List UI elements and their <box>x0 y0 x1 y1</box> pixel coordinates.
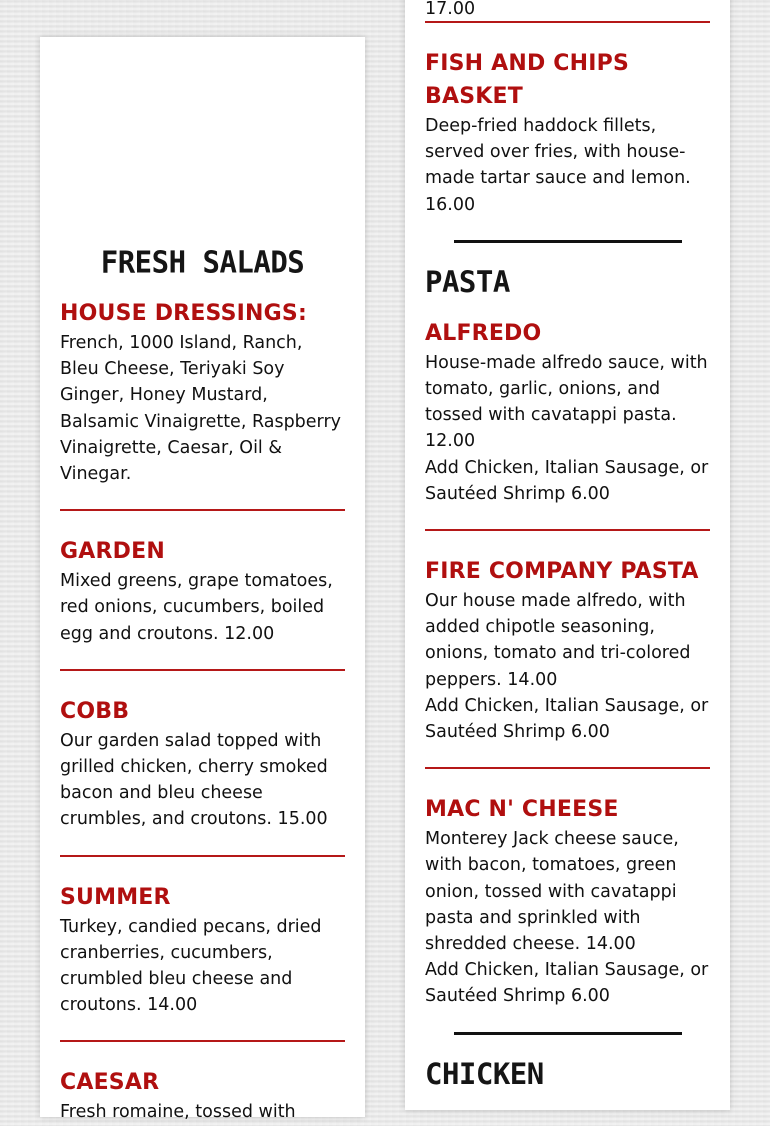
item-description: Our house made alfredo, with added chipotle seasoning, onions, tomato and tri-colored peppers. 14.00 <box>425 591 691 690</box>
entrees-section <box>425 0 710 1109</box>
section-title-pasta: PASTA <box>425 264 510 299</box>
divider <box>60 1040 345 1042</box>
menu-item-fire-company-pasta <box>425 555 710 745</box>
item-name: HOUSE DRESSINGS: <box>60 301 307 326</box>
divider <box>425 767 710 769</box>
item-description: Turkey, candied pecans, dried cranberries, cucumbers, crumbled bleu cheese and croutons. 14.00 <box>60 916 322 1016</box>
item-description: Mixed greens, grape tomatoes, red onions, cucumbers, boiled egg and croutons. 12.00 <box>60 571 333 644</box>
section-title-salads: FRESH SALADS <box>100 244 305 280</box>
item-name: GARDEN <box>60 539 165 565</box>
section-divider <box>454 1032 682 1035</box>
item-addon: Add Chicken, Italian Sausage, or Sautéed Shrimp 6.00 <box>425 457 709 504</box>
menu-item-garden <box>60 535 345 647</box>
menu-item-summer <box>60 881 345 1019</box>
menu-item-house-dressings <box>60 297 345 487</box>
divider <box>60 669 345 671</box>
divider <box>60 855 345 857</box>
menu-item-fish-and-chips <box>425 47 710 218</box>
menu-item-caesar <box>60 1066 345 1125</box>
item-description: French, 1000 Island, Ranch, Bleu Cheese, Teriyaki Soy Ginger, Honey Mustard, Balsamic Vinaigrette, Raspberry Vinaigrette, Caesar, Oil & Vinegar. <box>60 333 341 485</box>
item-name: COBB <box>60 698 130 724</box>
section-title-chicken: CHICKEN <box>425 1056 544 1091</box>
item-description: Our garden salad topped with grilled chicken, cherry smoked bacon and bleu cheese crumbles, and croutons. 15.00 <box>60 730 328 830</box>
item-addon: Add Chicken, Italian Sausage, or Sautéed Shrimp 6.00 <box>425 960 709 1007</box>
item-name: FISH AND CHIPS BASKET <box>425 51 630 109</box>
menu-item-mac-n-cheese <box>425 793 710 1009</box>
item-price-cut-off: 17.00 <box>425 0 476 19</box>
menu-item-alfredo <box>425 317 710 507</box>
item-name: SUMMER <box>60 884 171 910</box>
item-name: FIRE COMPANY PASTA <box>425 559 699 585</box>
salads-menu-panel <box>40 37 365 1123</box>
item-name: ALFREDO <box>425 320 542 346</box>
item-description: Deep-fried haddock fillets, served over fries, with house-made tartar sauce and lemon. 16.00 <box>425 116 691 215</box>
entrees-menu-panel <box>405 0 730 1110</box>
divider <box>60 509 345 511</box>
section-divider <box>454 240 682 243</box>
item-description: House-made alfredo sauce, with tomato, garlic, onions, and tossed with cavatappi pasta. 12.00 <box>425 352 708 452</box>
divider <box>425 529 710 531</box>
item-description: Fresh romaine, tossed with <box>60 1102 296 1123</box>
salads-section <box>60 245 345 1126</box>
menu-item-cobb <box>60 695 345 833</box>
item-description: Monterey Jack cheese sauce, with bacon, tomatoes, green onion, tossed with cavatappi pasta and sprinkled with shredded cheese. 14.00 <box>425 829 679 955</box>
item-name: CAESAR <box>60 1070 160 1096</box>
item-name: MAC N' CHEESE <box>425 797 619 823</box>
item-addon: Add Chicken, Italian Sausage, or Sautéed Shrimp 6.00 <box>425 695 709 743</box>
